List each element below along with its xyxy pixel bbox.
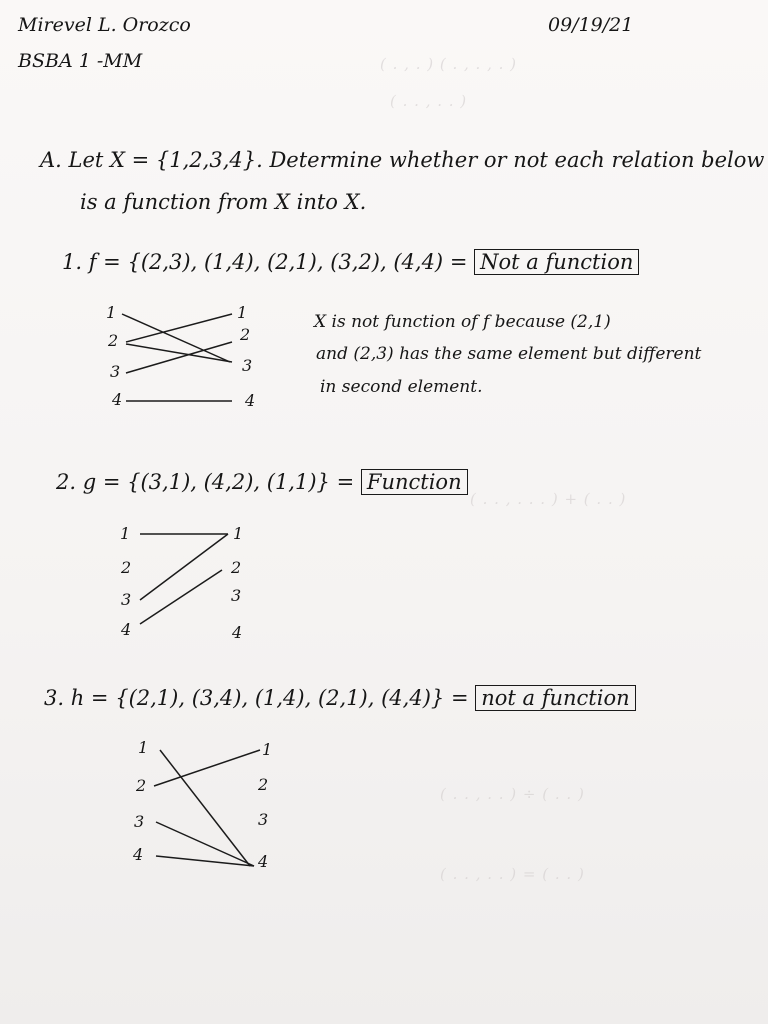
item-3-relation bbox=[44, 686, 636, 710]
problem-intro-line1: A. Let X = {1,2,3,4}. Determine whether or not each relation below bbox=[40, 148, 765, 172]
codomain-label: 1 bbox=[262, 740, 273, 759]
codomain-label: 2 bbox=[258, 775, 269, 794]
item-2-verdict: Function bbox=[361, 469, 468, 495]
item-1-explanation-line2: and (2,3) has the same element but different bbox=[316, 344, 702, 364]
arrow-1-to-4 bbox=[160, 750, 250, 866]
item-3-set: h = {(2,1), (3,4), (1,4), (2,1), (4,4)} bbox=[70, 686, 445, 710]
domain-label: 3 bbox=[121, 590, 132, 609]
bleed-through-text: ( . . , . . . ) + ( . . ) bbox=[470, 490, 627, 508]
domain-label: 2 bbox=[108, 331, 119, 350]
arrow-3-to-4 bbox=[156, 822, 254, 866]
codomain-label: 3 bbox=[242, 356, 253, 375]
item-2-set: g = {(3,1), (4,2), (1,1)} bbox=[82, 470, 330, 494]
domain-label: 1 bbox=[138, 738, 149, 757]
codomain-label: 1 bbox=[233, 524, 244, 543]
domain-label: 4 bbox=[133, 845, 144, 864]
date: 09/19/21 bbox=[548, 14, 634, 36]
domain-label: 3 bbox=[110, 362, 121, 381]
item-3-equals: = bbox=[450, 686, 469, 710]
domain-label: 4 bbox=[112, 390, 123, 409]
arrow-4-to-4 bbox=[156, 856, 254, 866]
bleed-through-text: ( . . , . . ) bbox=[390, 92, 468, 110]
arrow-2-to-1 bbox=[126, 314, 232, 342]
codomain-label: 1 bbox=[237, 303, 248, 322]
arrow-2-to-1 bbox=[154, 750, 260, 786]
bleed-through-text: ( . . , . . ) = ( . . ) bbox=[440, 865, 585, 883]
arrow-1-to-4 bbox=[122, 314, 230, 362]
domain-label: 4 bbox=[121, 620, 132, 639]
domain-label: 2 bbox=[121, 558, 132, 577]
codomain-label: 3 bbox=[231, 586, 242, 605]
item-2-relation bbox=[56, 470, 468, 494]
domain-label: 1 bbox=[106, 303, 117, 322]
item-3-label: 3. bbox=[44, 686, 65, 710]
item-1-explanation-line3: in second element. bbox=[320, 377, 483, 397]
item-2-equals: = bbox=[336, 470, 355, 494]
arrow-4-to-2 bbox=[140, 570, 222, 624]
item-1-set: f = {(2,3), (1,4), (2,1), (3,2), (4,4) bbox=[88, 250, 444, 274]
domain-label: 3 bbox=[134, 812, 145, 831]
codomain-label: 4 bbox=[232, 623, 243, 642]
student-name: Mirevel L. Orozco bbox=[18, 14, 191, 36]
item-3-verdict: not a function bbox=[475, 685, 635, 711]
bleed-through-text: ( . , . ) ( . , . , . ) bbox=[380, 55, 518, 73]
item-1-equals: = bbox=[449, 250, 468, 274]
arrow-3-to-1 bbox=[140, 534, 228, 600]
student-course: BSBA 1 -MM bbox=[18, 50, 143, 72]
item-1-relation bbox=[62, 250, 639, 274]
codomain-label: 4 bbox=[245, 391, 256, 410]
item-1-verdict: Not a function bbox=[474, 249, 639, 275]
codomain-label: 2 bbox=[231, 558, 242, 577]
codomain-label: 2 bbox=[240, 325, 251, 344]
bleed-through-text: ( . . , . . ) ÷ ( . . ) bbox=[440, 785, 585, 803]
item-1-label: 1. bbox=[62, 250, 83, 274]
domain-label: 1 bbox=[120, 524, 131, 543]
item-1-explanation-line1: X is not function of f because (2,1) bbox=[314, 312, 611, 332]
problem-intro-line2: is a function from X into X. bbox=[80, 190, 367, 214]
codomain-label: 3 bbox=[258, 810, 269, 829]
item-2-label: 2. bbox=[56, 470, 77, 494]
codomain-label: 4 bbox=[258, 852, 269, 871]
domain-label: 2 bbox=[136, 776, 147, 795]
